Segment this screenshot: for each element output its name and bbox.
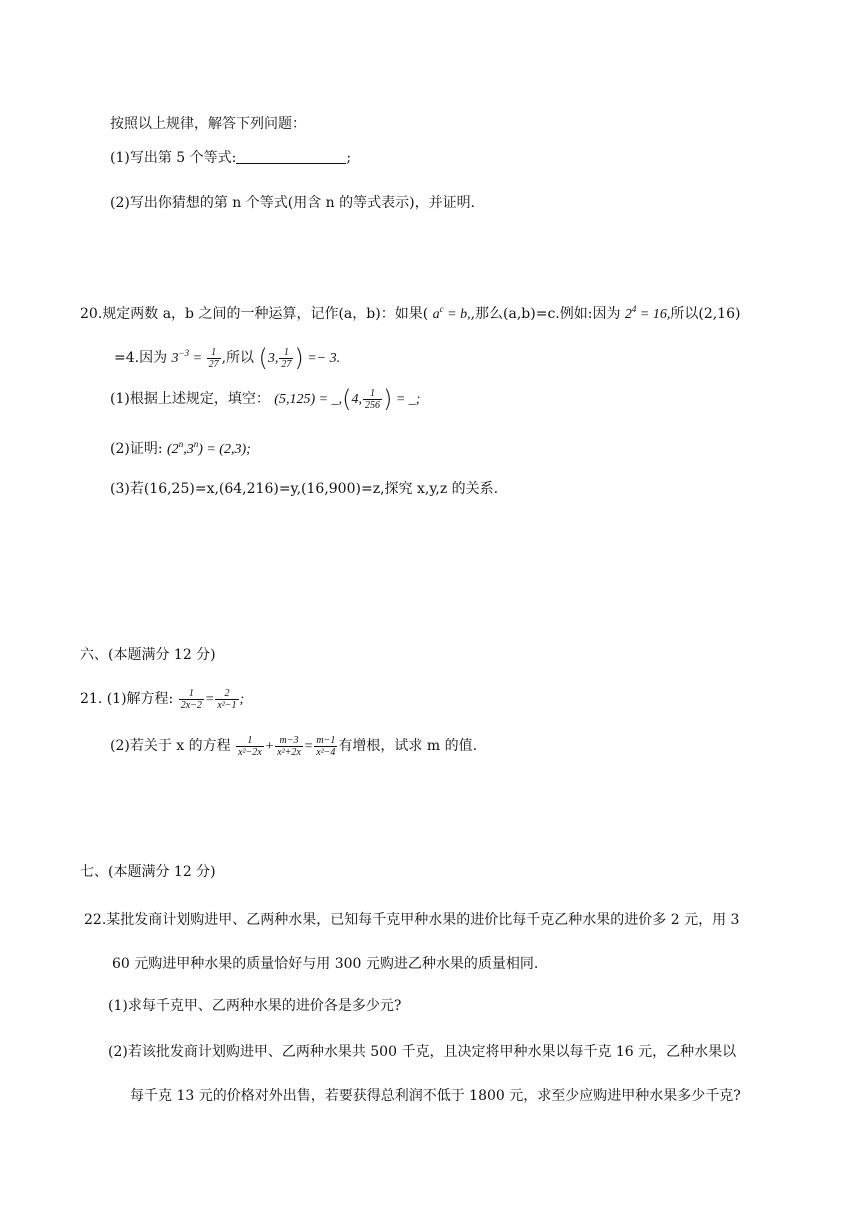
q20-power: $3^{-3}$ = (171, 348, 206, 366)
q20-line2-b: ,所以 (221, 350, 255, 366)
q22-line2: 60 元购进甲种水果的质量恰好与用 300 元购进乙种水果的质量相同. (112, 956, 539, 972)
section-7-title: 七、(本题满分 12 分) (80, 864, 216, 880)
q20-part3: (3)若(16,25)=x,(64,216)=y,(16,900)=z,探究 x,y,z 的关系. (110, 481, 499, 497)
q20-line1 (80, 299, 740, 325)
q21-fraction-1: $\frac{1}{2x-2}$ (180, 687, 202, 711)
q20-example-eq: $2^4 = 16$, (624, 304, 671, 322)
q21-part1: 21. (1)解方程: $\frac{1}{2x-2}$ = $\frac{2}{\text{x²−1}}$ ; (80, 687, 245, 711)
q21-part2-end: 有增根，试求 m 的值. (338, 738, 478, 754)
q21-part2: (2)若关于 x 的方程 $\frac{1}{\text{x²−2x}}$ + $\frac{m-3}{\text{x²+2x}}$ = $\frac{m-1}{\text{x²−4}}$ 有增根，试求 m 的值. (110, 734, 478, 758)
q19-part1 (110, 148, 351, 168)
q20-part2-text: (2)证明: (110, 441, 163, 457)
q20-line1-c: 所以(2,16) (670, 306, 741, 322)
answer-blank (236, 149, 346, 164)
q20-def-eq: $a^c = b$, (432, 304, 471, 322)
q21-fraction-3: $\frac{1}{\text{x²−2x}}$ (238, 734, 262, 758)
q20-line2-a: =4.因为 (114, 350, 168, 366)
q21-fraction-5: $\frac{m-1}{\text{x²−4}}$ (316, 734, 336, 758)
q20-line2: =4.因为 $3^{-3}$ = $\frac{1}{27}$ ,所以 (3, $\frac{1}{27}$ ) =− 3. (114, 344, 341, 372)
q21-part1-text: 21. (1)解方程: (80, 691, 174, 707)
q22-line1: 22.某批发商计划购进甲、乙两种水果，已知每千克甲种水果的进价比每千克乙种水果的进价多 2 元，用 3 (84, 912, 740, 928)
q19-intro: 按照以上规律，解答下列问题： (110, 116, 306, 132)
q22-part1: (1)求每千克甲、乙两种水果的进价各是多少元? (108, 998, 402, 1014)
q20-fraction: $\frac{1}{27}$ (208, 346, 219, 370)
q19-part1-end: ; (346, 150, 352, 166)
section-6-title: 六、(本题满分 12 分) (80, 647, 216, 663)
q22-part2-line2: 每千克 13 元的价格对外出售，若要获得总利润不低于 1800 元，求至少应购进甲种水果多少千克? (130, 1088, 741, 1104)
q21-fraction-2: $\frac{2}{\text{x²−1}}$ (217, 687, 237, 711)
q20-part2-expr: $(2^n,3^n) = (2,3)$; (167, 439, 251, 457)
q20-part2 (110, 434, 251, 460)
q20-part1: (1)根据上述规定，填空： (5,125) = _,(4, $\frac{1}{256}$ ) = _; (110, 385, 421, 413)
q20-part1-pair: (5,125) = _, (274, 392, 343, 407)
q19-part1-text: (1)写出第 5 个等式: (110, 150, 237, 166)
q21-fraction-4: $\frac{m-3}{\text{x²+2x}}$ (277, 734, 301, 758)
q22-part2-line1: (2)若该批发商计划购进甲、乙两种水果共 500 千克，且决定将甲种水果以每千克 16 元，乙种水果以 (108, 1044, 737, 1060)
q20-fraction-2: $\frac{1}{27}$ (281, 346, 292, 370)
q20-part1-text: (1)根据上述规定，填空： (110, 391, 270, 407)
q20-line1-b: ,那么(a,b)=c.例如:因为 (470, 306, 621, 322)
q20-part1-fraction: $\frac{1}{256}$ (364, 387, 380, 411)
q19-part2: (2)写出你猜想的第 n 个等式(用含 n 的等式表示)，并证明. (110, 195, 476, 211)
q20-line1-a: 20.规定两数 a，b 之间的一种运算，记作(a，b)：如果( (80, 306, 429, 322)
q21-part2-text: (2)若关于 x 的方程 (110, 738, 231, 754)
q20-line2-c: =− 3. (303, 351, 341, 366)
